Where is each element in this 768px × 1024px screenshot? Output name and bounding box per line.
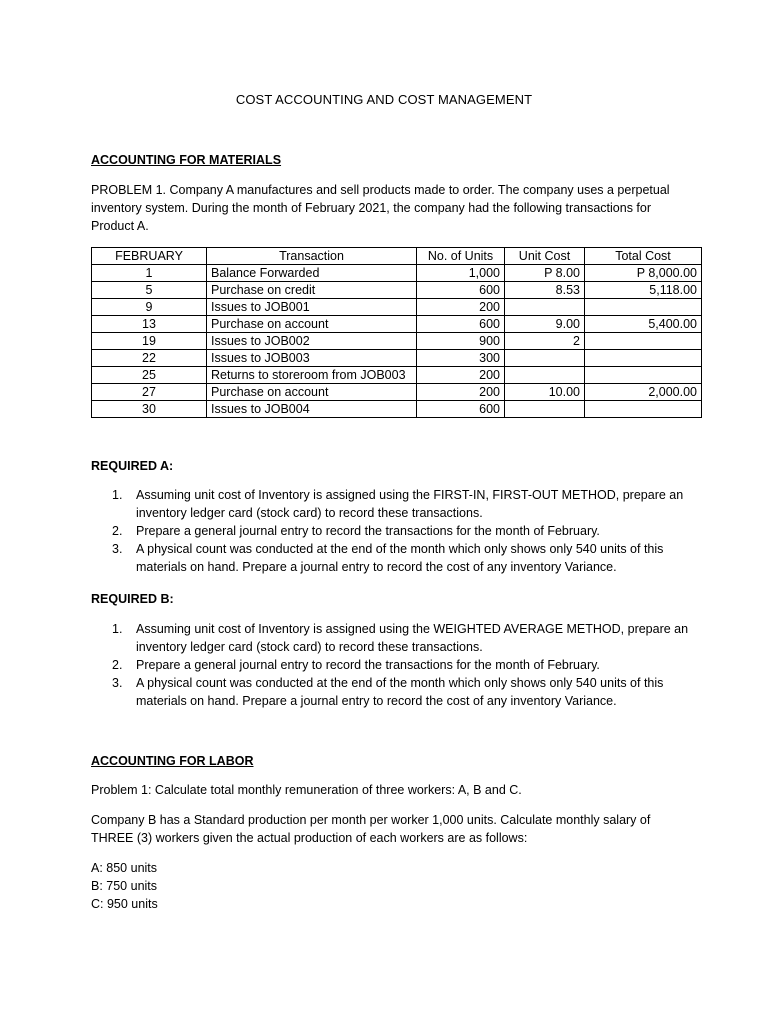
list-item-number: 1. [112,622,123,636]
company-line: THREE (3) workers given the actual production of each workers are as follows: [91,831,528,845]
cell-unit-cost [505,350,585,367]
cell-total-cost: 5,118.00 [585,282,702,299]
cell-transaction: Issues to JOB004 [207,401,417,418]
cell-total-cost: P 8,000.00 [585,265,702,282]
required-a-list [91,486,691,576]
materials-problem-paragraph [91,181,691,235]
header-february: FEBRUARY [92,248,207,265]
list-item [91,674,691,710]
worker-b: B: 750 units [91,879,158,893]
cell-unit-cost [505,367,585,384]
cell-unit-cost: 10.00 [505,384,585,401]
table-row [92,265,702,282]
labor-company-paragraph [91,811,691,847]
cell-transaction: Purchase on account [207,316,417,333]
required-b-heading: REQUIRED B: [91,592,174,606]
table-row [92,299,702,316]
cell-day: 30 [92,401,207,418]
cell-day: 5 [92,282,207,299]
worker-c: C: 950 units [91,897,158,911]
cell-total-cost [585,367,702,384]
header-unit-cost: Unit Cost [505,248,585,265]
cell-day: 13 [92,316,207,333]
header-transaction: Transaction [207,248,417,265]
cell-total-cost [585,299,702,316]
list-item-number: 3. [112,542,123,556]
cell-units: 600 [417,282,505,299]
table-row [92,384,702,401]
header-total-cost: Total Cost [585,248,702,265]
workers-list [91,859,691,913]
table-header-row [92,248,702,265]
cell-unit-cost: P 8.00 [505,265,585,282]
cell-unit-cost: 8.53 [505,282,585,299]
cell-total-cost: 2,000.00 [585,384,702,401]
materials-heading: ACCOUNTING FOR MATERIALS [91,153,282,167]
list-item [91,620,691,656]
list-item-number: 1. [112,488,123,502]
cell-total-cost [585,350,702,367]
cell-transaction: Issues to JOB003 [207,350,417,367]
cell-transaction: Issues to JOB002 [207,333,417,350]
header-units: No. of Units [417,248,505,265]
cell-units: 200 [417,299,505,316]
cell-unit-cost: 9.00 [505,316,585,333]
table-row [92,350,702,367]
cell-day: 25 [92,367,207,384]
cell-units: 300 [417,350,505,367]
problem-line: inventory system. During the month of February 2021, the company had the following transactions for [91,201,652,215]
list-item-line: Prepare a general journal entry to record the transactions for the month of February. [136,524,600,538]
labor-problem-line: Problem 1: Calculate total monthly remuneration of three workers: A, B and C. [91,783,522,797]
list-item-line: Prepare a general journal entry to record the transactions for the month of February. [136,658,600,672]
required-b-list [91,620,691,710]
cell-total-cost [585,401,702,418]
cell-transaction: Returns to storeroom from JOB003 [207,367,417,384]
list-item [91,656,691,674]
cell-unit-cost [505,299,585,316]
list-item-line: inventory ledger card (stock card) to record these transactions. [136,640,483,654]
cell-units: 600 [417,401,505,418]
required-a-heading: REQUIRED A: [91,459,174,473]
list-item [91,522,691,540]
table-row [92,316,702,333]
list-item-number: 2. [112,524,123,538]
cell-transaction: Purchase on account [207,384,417,401]
cell-day: 22 [92,350,207,367]
list-item-line: materials on hand. Prepare a journal entry to record the cost of any inventory Variance. [136,694,617,708]
cell-day: 9 [92,299,207,316]
list-item [91,540,691,576]
cell-unit-cost: 2 [505,333,585,350]
list-item-line: Assuming unit cost of Inventory is assigned using the WEIGHTED AVERAGE METHOD, prepare an [136,622,689,636]
cell-transaction: Balance Forwarded [207,265,417,282]
cell-day: 27 [92,384,207,401]
cell-transaction: Issues to JOB001 [207,299,417,316]
cell-units: 1,000 [417,265,505,282]
cell-units: 200 [417,367,505,384]
cell-units: 200 [417,384,505,401]
cell-units: 900 [417,333,505,350]
problem-line: Product A. [91,219,149,233]
table-row [92,282,702,299]
cell-unit-cost [505,401,585,418]
problem-line: PROBLEM 1. Company A manufactures and sell products made to order. The company uses a perpetual [91,183,670,197]
list-item-line: inventory ledger card (stock card) to record these transactions. [136,506,483,520]
list-item-number: 3. [112,676,123,690]
list-item [91,486,691,522]
list-item-line: A physical count was conducted at the end of the month which only shows only 540 units of this [136,542,664,556]
transactions-table [91,247,702,418]
cell-total-cost [585,333,702,350]
company-line: Company B has a Standard production per month per worker 1,000 units. Calculate monthly salary of [91,813,651,827]
list-item-line: A physical count was conducted at the end of the month which only shows only 540 units of this [136,676,664,690]
cell-total-cost: 5,400.00 [585,316,702,333]
table-row [92,333,702,350]
cell-transaction: Purchase on credit [207,282,417,299]
cell-units: 600 [417,316,505,333]
cell-day: 19 [92,333,207,350]
list-item-number: 2. [112,658,123,672]
document-title: COST ACCOUNTING AND COST MANAGEMENT [235,92,533,107]
list-item-line: Assuming unit cost of Inventory is assigned using the FIRST-IN, FIRST-OUT METHOD, prepare an [136,488,684,502]
worker-a: A: 850 units [91,861,158,875]
table-row [92,367,702,384]
table-row [92,401,702,418]
labor-heading: ACCOUNTING FOR LABOR [91,754,254,768]
cell-day: 1 [92,265,207,282]
list-item-line: materials on hand. Prepare a journal entry to record the cost of any inventory Variance. [136,560,617,574]
